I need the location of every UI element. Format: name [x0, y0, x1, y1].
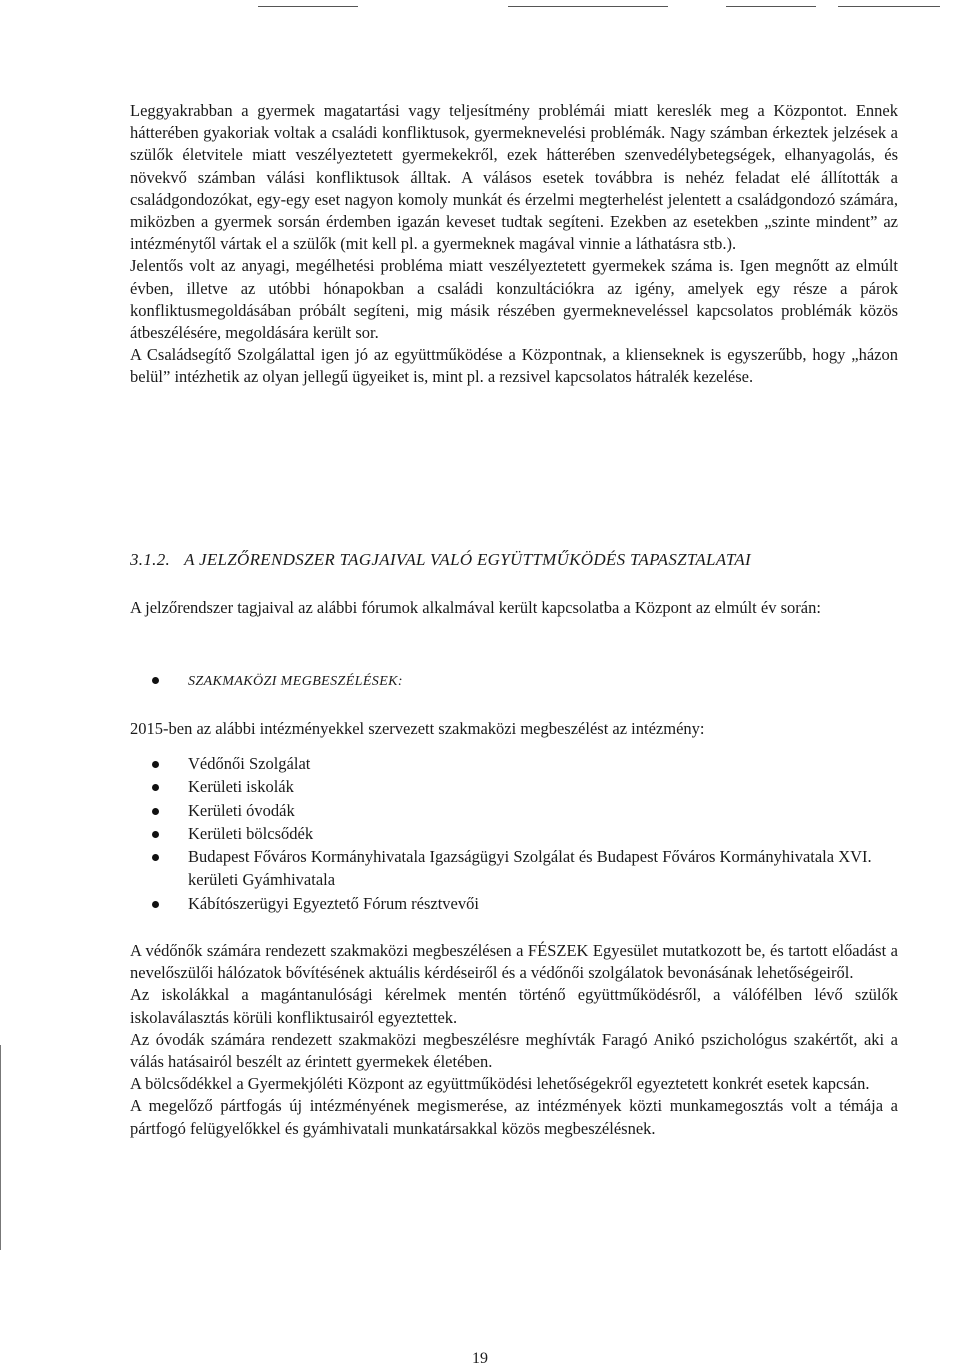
section-number: 3.1.2. — [130, 550, 171, 569]
page-number: 19 — [472, 1350, 488, 1367]
paragraph: Az óvodák számára rendezett szakmaközi megbeszélésre meghívták Faragó Anikó pszichológus szakértőt, aki a válás hatásairól beszélt az érintett gyermekek életében. — [130, 1029, 898, 1072]
section-heading — [130, 550, 751, 570]
list-item: Budapest Főváros Kormányhivatala Igazságügyi Szolgálat és Budapest Főváros Kormányhivatala XVI. kerületi Gyámhivatala — [130, 845, 898, 892]
bottom-text-block — [130, 940, 898, 1140]
paragraph: A megelőző pártfogás új intézményének megismerése, az intézmények közti munkamegosztás volt a témája a pártfogó felügyelőkkel és gyámhivatali munkatársakkal közös megbeszélésnek. — [130, 1096, 898, 1138]
paragraph: Jelentős volt az anyagi, megélhetési probléma miatt veszélyeztetett gyermekek száma is. Igen megnőtt az elmúlt évben, illetve az utóbbi hónapokban a családi konzultációkra az igény, amelyek egy része a párok konfliktusmegoldásában próbált segíteni, mig másik részében gyermekneveléssel kapcsolatos problémák közös átbeszélésére, megoldására került sor. — [130, 256, 898, 343]
paragraph: Az iskolákkal a magántanulósági kérelmek mentén történő együttműködésről, a válófélben lévő szülők iskolaválasztás körüli konfliktusairól egyeztettek. — [130, 985, 898, 1027]
subsection-list — [130, 668, 898, 693]
paragraph: A bölcsődékkel a Gyermekjóléti Központ az együttműködési lehetőségekről egyeztetett konkrét esetek kapcsán. — [130, 1074, 870, 1094]
scan-rule — [258, 6, 358, 7]
scan-rule — [838, 6, 940, 7]
subsection-heading: SZAKMAKÖZI MEGBESZÉLÉSEK: — [188, 674, 403, 689]
section-title: A JELZŐRENDSZER TAGJAIVAL VALÓ EGYÜTTMŰKÖDÉS TAPASZTALATAI — [184, 550, 751, 569]
scan-edge — [0, 1045, 1, 1250]
intro-paragraph: A jelzőrendszer tagjaival az alábbi fórumok alkalmával került kapcsolatba a Központ az elmúlt év során: — [130, 598, 821, 617]
list-item — [130, 668, 898, 693]
list-item: Védőnői Szolgálat — [130, 752, 898, 775]
institution-list — [130, 752, 898, 915]
top-text-block — [130, 100, 898, 389]
list-item: Kerületi óvodák — [130, 799, 898, 822]
subsection-block — [130, 668, 898, 693]
paragraph: Leggyakrabban a gyermek magatartási vagy teljesítmény problémái miatt kereslék meg a Központot. Ennek hátterében gyakoriak voltak a családi konfliktusok, gyermeknevelési problémák. Nagy számban érkeztek jelzések a szülők életvitele miatt veszélyeztetett gyermekekről, ezek hátterében szenvedélybetegségek, elhanyagolás, és növekvő számban válási konfliktusok álltak. A válásos esetek továbbra is nehéz feladat elé állították a családgondozókat, egy-egy eset nagyon komoly munkát és érzelmi megterhelést jelentett a családgondozó számára, miközben a gyermek sorsán érdemben igazán keveset tudtak segíteni. Ezekben az esetekben „szinte mindent” az intézménytől vártak el a szülők (mit kell pl. a gyermeknek magával vinnie a láthatásra stb.). — [130, 101, 898, 254]
paragraph: A Családsegítő Szolgálattal igen jó az együttműködése a Központnak, a klienseknek is egyszerűbb, hogy „házon belül” intézhetik az olyan jellegű ügyeiket is, mint pl. a rezsivel kapcsolatos hátralék kezelése. — [130, 345, 898, 387]
list-item: Kábítószerügyi Egyeztető Fórum résztvevői — [130, 892, 898, 915]
list-item: Kerületi iskolák — [130, 775, 898, 798]
list-item: Kerületi bölcsődék — [130, 822, 898, 845]
subsection-intro: 2015-ben az alábbi intézményekkel szervezett szakmaközi megbeszélést az intézmény: — [130, 719, 705, 738]
subsection-intro-block — [130, 718, 898, 740]
paragraph: A védőnők számára rendezett szakmaközi megbeszélésen a FÉSZEK Egyesület mutatkozott be, és tartott előadást a nevelőszülői hálózatok bővítésének aktuális kérdéseiről és a védőnői szolgálatok bevonásának lehetőségeiről. — [130, 941, 898, 983]
scan-rule — [508, 6, 668, 7]
intro-block — [130, 597, 898, 619]
institutions-block — [130, 752, 898, 915]
scan-rule — [726, 6, 816, 7]
